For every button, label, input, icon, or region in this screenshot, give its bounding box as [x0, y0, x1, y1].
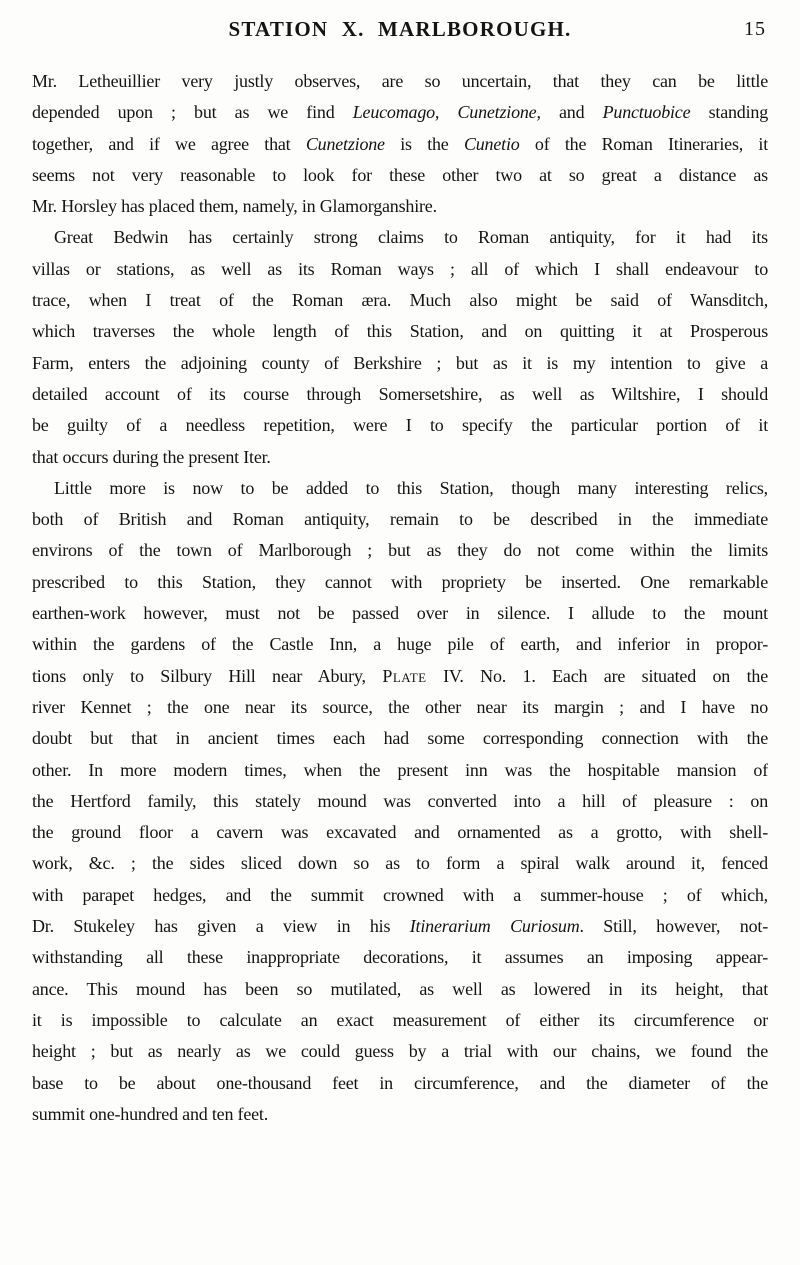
text-segment: river Kennet ; the one near its source, the other near its margin ; and I have no: [32, 696, 768, 717]
text-segment: other. In more modern times, when the present inn was the hospitable mansion of: [32, 759, 768, 780]
italic-text: Leucomago,: [352, 102, 440, 123]
text-line: [32, 222, 768, 253]
text-segment: which traverses the whole length of this Station, and on quitting it at Prosperous: [32, 321, 768, 342]
text-line: [32, 598, 768, 629]
text-line: [32, 473, 768, 504]
running-head-title: STATION X. MARLBOROUGH.: [228, 17, 572, 41]
text-segment: of the Roman Itineraries, it: [519, 133, 768, 154]
text-segment: depended upon ; but as we find: [32, 102, 353, 123]
text-line: [32, 191, 768, 222]
text-line: [32, 1036, 768, 1067]
text-segment: Farm, enters the adjoining county of Berkshire ; but as it is my intention to give a: [32, 352, 768, 373]
text-line: [32, 755, 768, 786]
text-line: [32, 817, 768, 848]
text-line: [32, 254, 768, 285]
text-segment: withstanding all these inappropriate decorations, it assumes an imposing appear-: [32, 947, 768, 968]
text-line: [32, 1005, 768, 1036]
text-line: [32, 129, 768, 160]
text-line: [32, 848, 768, 879]
text-line: [32, 661, 768, 692]
text-line: [32, 348, 768, 379]
text-segment: earthen-work however, must not be passed over in silence. I allude to the mount: [32, 603, 768, 624]
text-segment: . Still, however, not-: [579, 916, 768, 937]
text-segment: [439, 102, 457, 122]
text-segment: detailed account of its course through Somersetshire, as well as Wiltshire, I should: [32, 383, 768, 404]
text-line: [32, 442, 768, 473]
text-segment: Mr. Horsley has placed them, namely, in Glamorganshire.: [32, 196, 437, 217]
italic-text: Punctuobice: [602, 102, 691, 123]
smallcaps-text: Plate: [382, 665, 427, 686]
text-segment: tions only to Silbury Hill near Abury,: [32, 665, 383, 686]
text-line: [32, 723, 768, 754]
text-line: [32, 911, 768, 942]
text-line: [32, 535, 768, 566]
text-segment: work, &c. ; the sides sliced down so as to form a spiral walk around it, fenced: [32, 853, 768, 874]
text-segment: with parapet hedges, and the summit crowned with a summer-house ; of which,: [32, 884, 768, 905]
text-segment: base to be about one-thousand feet in circumference, and the diameter of the: [32, 1072, 768, 1093]
text-segment: seems not very reasonable to look for these other two at so great a distance as: [32, 164, 768, 185]
text-segment: trace, when I treat of the Roman æra. Much also might be said of Wansditch,: [32, 290, 768, 311]
italic-text: Cunetzione: [305, 133, 385, 154]
text-segment: within the gardens of the Castle Inn, a huge pile of earth, and inferior in propor-: [32, 634, 768, 655]
text-segment: together, and if we agree that: [32, 133, 306, 154]
page-body: [32, 66, 768, 1130]
italic-text: Cunetio: [463, 133, 520, 154]
text-segment: and: [540, 102, 603, 123]
text-line: [32, 379, 768, 410]
paragraph: [32, 66, 768, 222]
text-line: [32, 1068, 768, 1099]
text-segment: prescribed to this Station, they cannot with propriety be inserted. One remarkable: [32, 571, 768, 592]
text-segment: Dr. Stukeley has given a view in his: [32, 916, 410, 937]
text-segment: environs of the town of Marlborough ; but as they do not come within the limits: [32, 540, 768, 561]
paragraph: [32, 222, 768, 472]
text-line: [32, 410, 768, 441]
text-segment: is the: [384, 133, 464, 154]
text-line: [32, 567, 768, 598]
text-segment: ance. This mound has been so mutilated, as well as lowered in its height, that: [32, 978, 768, 999]
text-segment: Little more is now to be added to this Station, though many interesting relics,: [54, 477, 768, 498]
paragraph: [32, 473, 768, 1130]
text-segment: the Hertford family, this stately mound was converted into a hill of pleasure : on: [32, 790, 768, 811]
text-segment: that occurs during the present Iter.: [32, 446, 271, 467]
text-segment: Great Bedwin has certainly strong claims to Roman antiquity, for it had its: [54, 227, 768, 248]
text-line: [32, 66, 768, 97]
text-line: [32, 285, 768, 316]
text-segment: Mr. Letheuillier very justly observes, are so uncertain, that they can be little: [32, 71, 768, 91]
text-line: [32, 786, 768, 817]
text-segment: it is impossible to calculate an exact measurement of either its circumference or: [32, 1009, 768, 1030]
italic-text: Cunetzione,: [457, 102, 541, 123]
italic-text: Itinerarium Curiosum: [409, 916, 580, 937]
text-line: [32, 504, 768, 535]
text-line: [32, 97, 768, 128]
text-line: [32, 692, 768, 723]
text-line: [32, 160, 768, 191]
text-segment: doubt but that in ancient times each had some corresponding connection with the: [32, 728, 768, 749]
text-line: [32, 316, 768, 347]
page-number: 15: [744, 18, 766, 40]
text-line: [32, 880, 768, 911]
text-segment: summit one-hundred and ten feet.: [32, 1103, 269, 1124]
text-line: [32, 974, 768, 1005]
text-line: [32, 629, 768, 660]
text-line: [32, 942, 768, 973]
text-segment: both of British and Roman antiquity, remain to be described in the immediate: [32, 509, 768, 530]
text-segment: IV. No. 1. Each are situated on the: [426, 665, 768, 686]
text-line: [32, 1099, 768, 1130]
text-segment: height ; but as nearly as we could guess by a trial with our chains, we found the: [32, 1041, 768, 1062]
text-segment: standing: [690, 102, 768, 123]
text-segment: the ground floor a cavern was excavated and ornamented as a grotto, with shell-: [32, 822, 768, 843]
page-header: [0, 14, 800, 44]
text-segment: villas or stations, as well as its Roman ways ; all of which I shall endeavour to: [32, 258, 768, 279]
text-segment: be guilty of a needless repetition, were I to specify the particular portion of it: [32, 415, 768, 436]
